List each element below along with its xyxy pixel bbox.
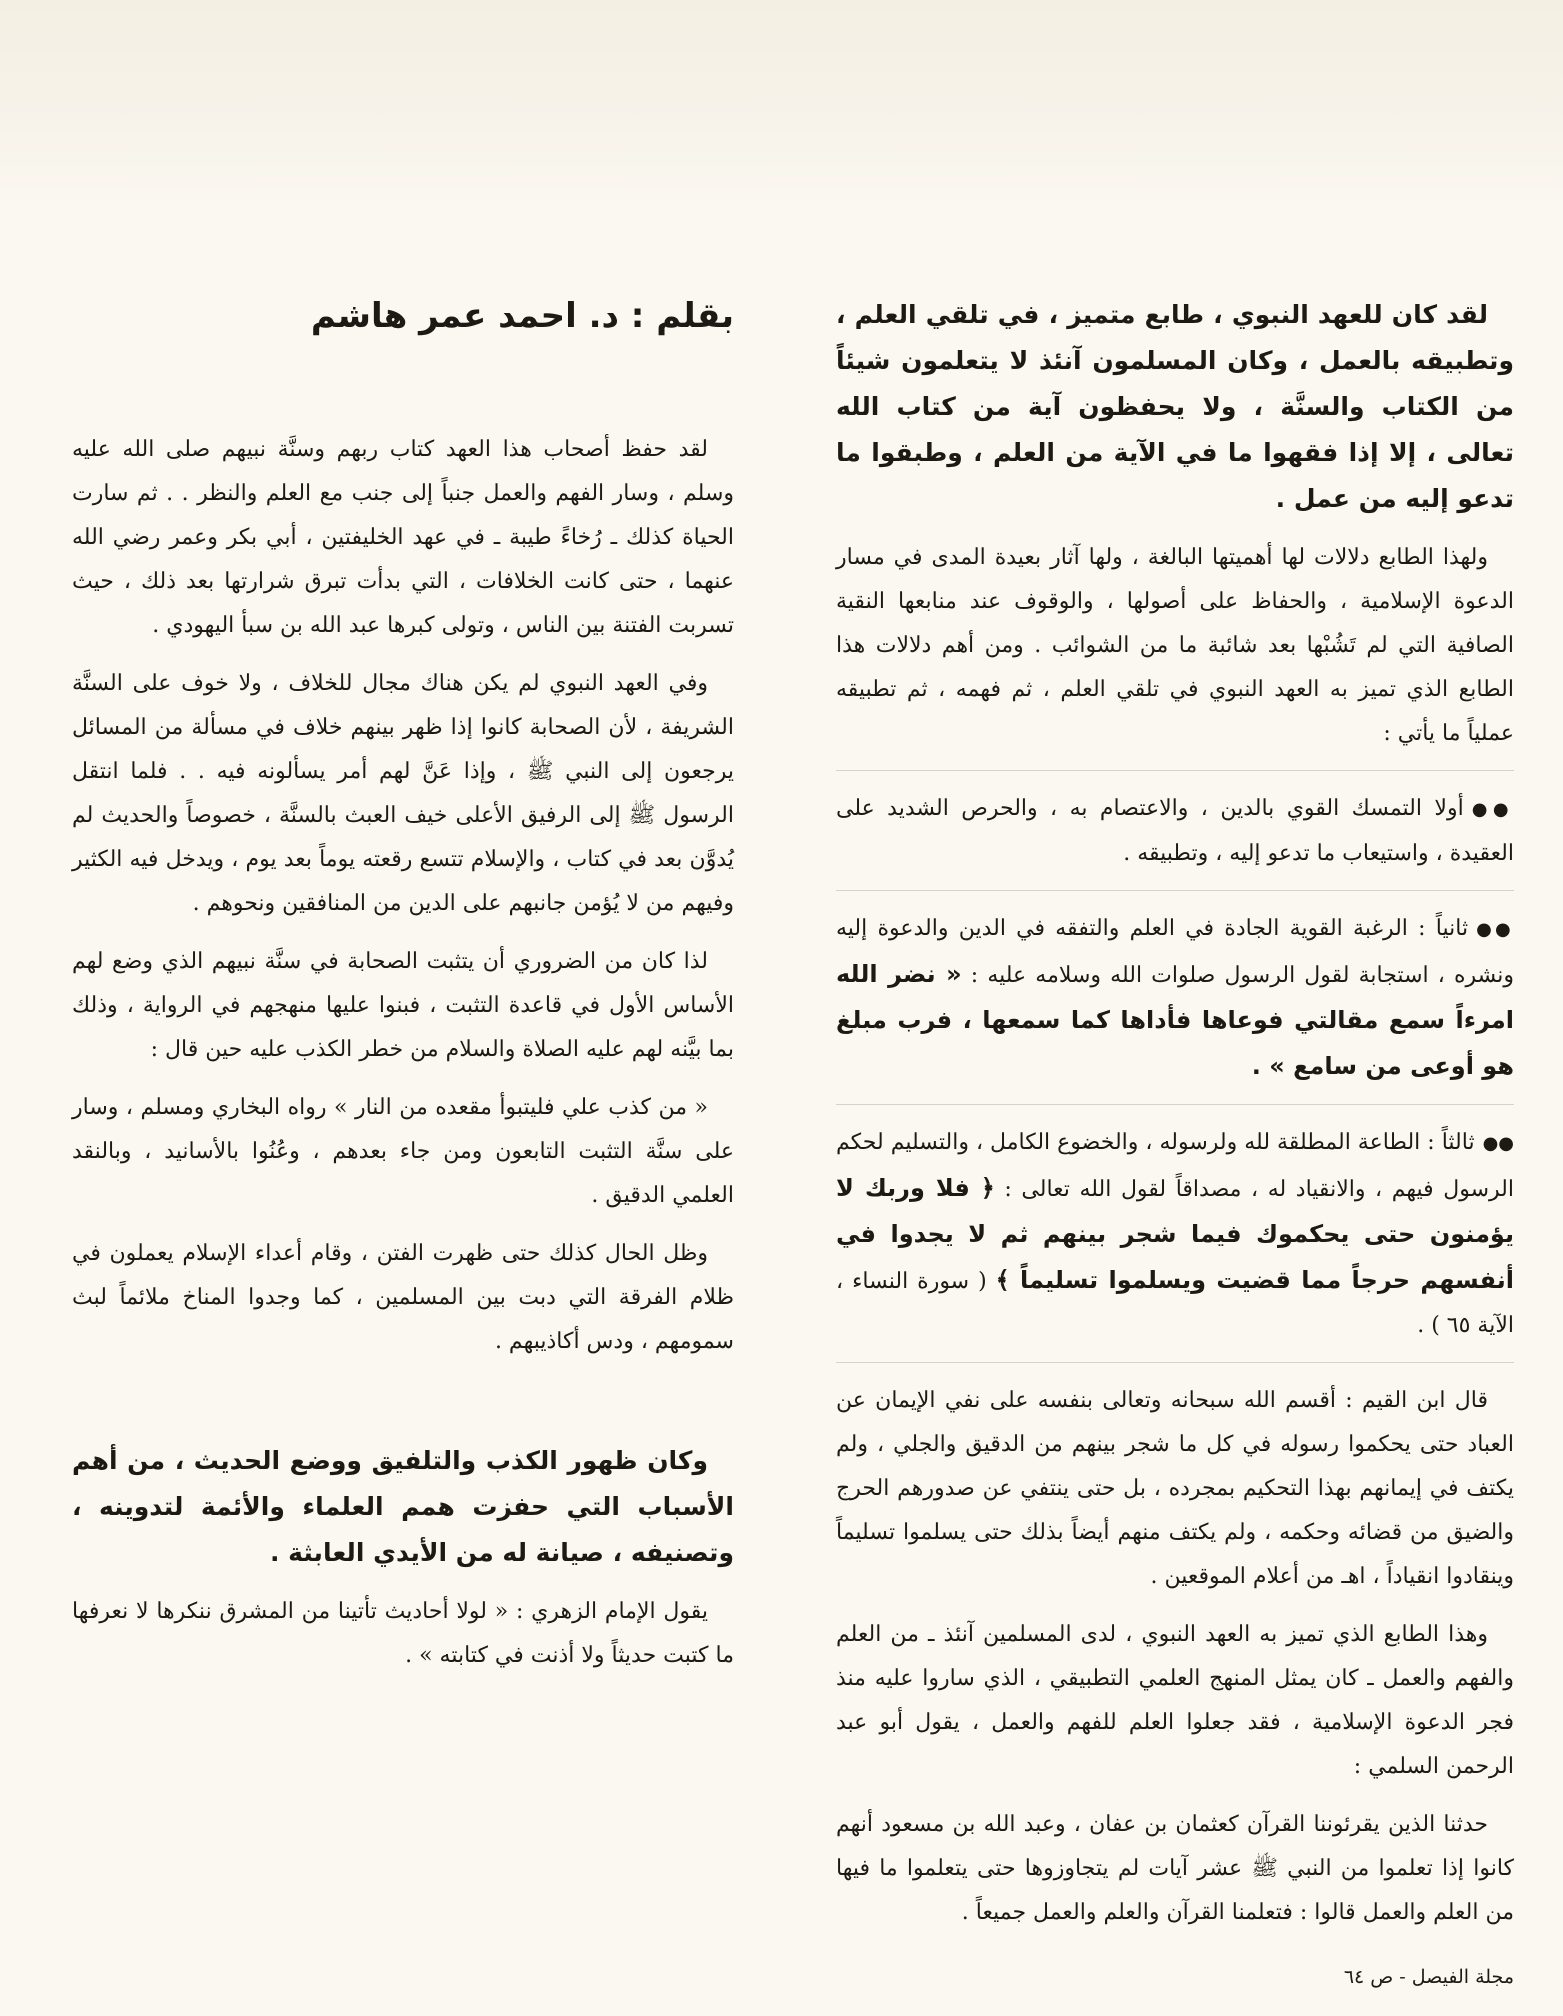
paragraph: ولهذا الطابع دلالات لها أهميتها البالغة ، ولها آثار بعيدة المدى في مسار الدعوة الإسلامية ، والحفاظ على أصولها ، والوقوف عند منابعها النقية الصافية التي لم تَشُبْها بعد شائبة ما من الشوائب . ومن أهم دلالات هذا الطابع الذي تميز به العهد النبوي في تلقي العلم ، ثم فهمه ، ثم تطبيقه عملياً ما يأتي : — [836, 545, 1514, 746]
paragraph: لقد حفظ أصحاب هذا العهد كتاب ربهم وسنَّة نبيهم صلى الله عليه وسلم ، وسار الفهم والعمل جنباً إلى جنب مع العلم والنظر . . ثم سارت الحياة كذلك ـ رُخاءً طيبة ـ في عهد الخليفتين ، أبي بكر وعمر رضي الله عنهما ، حتى كانت الخلافات ، التي بدأت تبرق شرارتها بعد ذلك ، حيث تسربت الفتنة بين الناس ، وتولى كبرها عبد الله بن سبأ اليهودي . — [72, 437, 734, 638]
quran-quote: ﴿ فلا وربك لا يؤمنون حتى يحكموك فيما شجر بينهم ثم لا يجدوا في أنفسهم حرجاً مما قضيت ويسلموا تسليماً ﴾ — [836, 1174, 1514, 1294]
hadith-quote: « نضر الله امرءاً سمع مقالتي فوعاها فأداها كما سمعها ، فرب مبلغ هو أوعى من سامع » . — [836, 960, 1514, 1080]
section-lead: وكان ظهور الكذب والتلفيق ووضع الحديث ، من أهم الأسباب التي حفزت همم العلماء والأئمة لتدوينه ، وتصنيفه ، صيانة له من الأيدي العابثة . — [72, 1446, 734, 1567]
divider — [836, 890, 1514, 891]
left-column — [72, 428, 734, 1692]
author-byline: بقلم : د. احمد عمر هاشم — [310, 296, 734, 336]
bullet-item-2: ●●ثانياً : الرغبة القوية الجادة في العلم والتفقه في الدين والدعوة إليه ونشره ، استجابة لقول الرسول صلوات الله وسلامه عليه : « نضر الله امرءاً سمع مقالتي فوعاها فأداها كما سمعها ، فرب مبلغ هو أوعى من سامع » . — [836, 916, 1514, 1080]
page-footer: مجلة الفيصل - ص ٦٤ — [1343, 1966, 1514, 1988]
bullet-icon: ●● — [1471, 799, 1514, 820]
right-column — [836, 292, 1514, 1949]
paragraph: وهذا الطابع الذي تميز به العهد النبوي ، لدى المسلمين آنئذ ـ من العلم والفهم والعمل ـ كان يمثل المنهج العلمي التطبيقي ، الذي ساروا عليه منذ فجر الدعوة الإسلامية ، فقد جعلوا العلم للفهم والعمل ، يقول أبو عبد الرحمن السلمي : — [836, 1622, 1514, 1779]
quran-reference: ( سورة النساء ، الآية ٦٥ ) . — [836, 1269, 1514, 1338]
divider — [836, 770, 1514, 771]
divider — [836, 1362, 1514, 1363]
bullet-icon: ●● — [1482, 1133, 1514, 1154]
paragraph: وظل الحال كذلك حتى ظهرت الفتن ، وقام أعداء الإسلام يعملون في ظلام الفرقة التي دبت بين المسلمين ، كما وجدوا المناخ ملائماً لبث سمومهم ، ودس أكاذيبهم . — [72, 1241, 734, 1354]
bullet-icon: ●● — [1476, 919, 1514, 940]
paragraph: يقول الإمام الزهري : « لولا أحاديث تأتينا من المشرق ننكرها لا نعرفها ما كتبت حديثاً ولا أذنت في كتابته » . — [72, 1599, 734, 1668]
bullet-item-1: ●●أولا التمسك القوي بالدين ، والاعتصام به ، والحرص الشديد على العقيدة ، واستيعاب ما تدعو إليه ، وتطبيقه . — [836, 796, 1514, 866]
bullet-item-3: ●●ثالثاً : الطاعة المطلقة لله ولرسوله ، والخضوع الكامل ، والتسليم لحكم الرسول فيهم ، والانقياد له ، مصداقاً لقول الله تعالى : ﴿ فلا وربك لا يؤمنون حتى يحكموك فيما شجر بينهم ثم لا يجدوا في أنفسهم حرجاً مما قضيت ويسلموا تسليماً ﴾ ( سورة النساء ، الآية ٦٥ ) . — [836, 1130, 1514, 1338]
paragraph: وفي العهد النبوي لم يكن هناك مجال للخلاف ، ولا خوف على السنَّة الشريفة ، لأن الصحابة كانوا إذا ظهر بينهم خلاف في مسألة من المسائل يرجعون إلى النبي ﷺ ، وإذا عَنَّ لهم أمر يسألونه فيه . . فلما انتقل الرسول ﷺ إلى الرفيق الأعلى خيف العبث بالسنَّة ، خصوصاً والحديث لم يُدوَّن بعد في كتاب ، والإسلام تتسع رقعته يوماً بعد يوم ، ويدخل فيه الكثير وفيهم من لا يُؤمن جانبهم على الدين من المنافقين ونحوهم . — [72, 671, 734, 916]
top-header-band — [0, 0, 1563, 210]
divider — [836, 1104, 1514, 1105]
paragraph: لذا كان من الضروري أن يتثبت الصحابة في سنَّة نبيهم الذي وضع لهم الأساس الأول في قاعدة التثبت ، فبنوا عليها منهجهم في الرواية ، وذلك بما بيَّنه لهم عليه الصلاة والسلام من خطر الكذب عليه حين قال : — [72, 949, 734, 1062]
intro-lead: لقد كان للعهد النبوي ، طابع متميز ، في تلقي العلم ، وتطبيقه بالعمل ، وكان المسلمون آنئذ لا يتعلمون شيئاً من الكتاب والسنَّة ، ولا يحفظون آية من كتاب الله تعالى ، إلا إذا فقهوا ما في الآية من العلم ، وطبقوا ما تدعو إليه من عمل . — [836, 300, 1514, 513]
paragraph: قال ابن القيم : أقسم الله سبحانه وتعالى بنفسه على نفي الإيمان عن العباد حتى يحكموا رسوله في كل ما شجر بينهم من الدقيق والجلي ، ولم يكتف في إيمانهم بهذا التحكيم بمجرده ، بل حتى ينتفي عن صدورهم الحرج والضيق من قضائه وحكمه ، ولم يكتف منهم أيضاً بذلك حتى يسلموا تسليماً وينقادوا انقياداً ، اهـ من أعلام الموقعين . — [836, 1388, 1514, 1589]
paragraph: « من كذب علي فليتبوأ مقعده من النار » رواه البخاري ومسلم ، وسار على سنَّة التثبت التابعون ومن جاء بعدهم ، وعُنُوا بالأسانيد ، وبالنقد العلمي الدقيق . — [72, 1095, 734, 1208]
paragraph: حدثنا الذين يقرئوننا القرآن كعثمان بن عفان ، وعبد الله بن مسعود أنهم كانوا إذا تعلموا من النبي ﷺ عشر آيات لم يتجاوزوها حتى يتعلموا ما فيها من العلم والعمل قالوا : فتعلمنا القرآن والعلم والعمل جميعاً . — [836, 1812, 1514, 1925]
